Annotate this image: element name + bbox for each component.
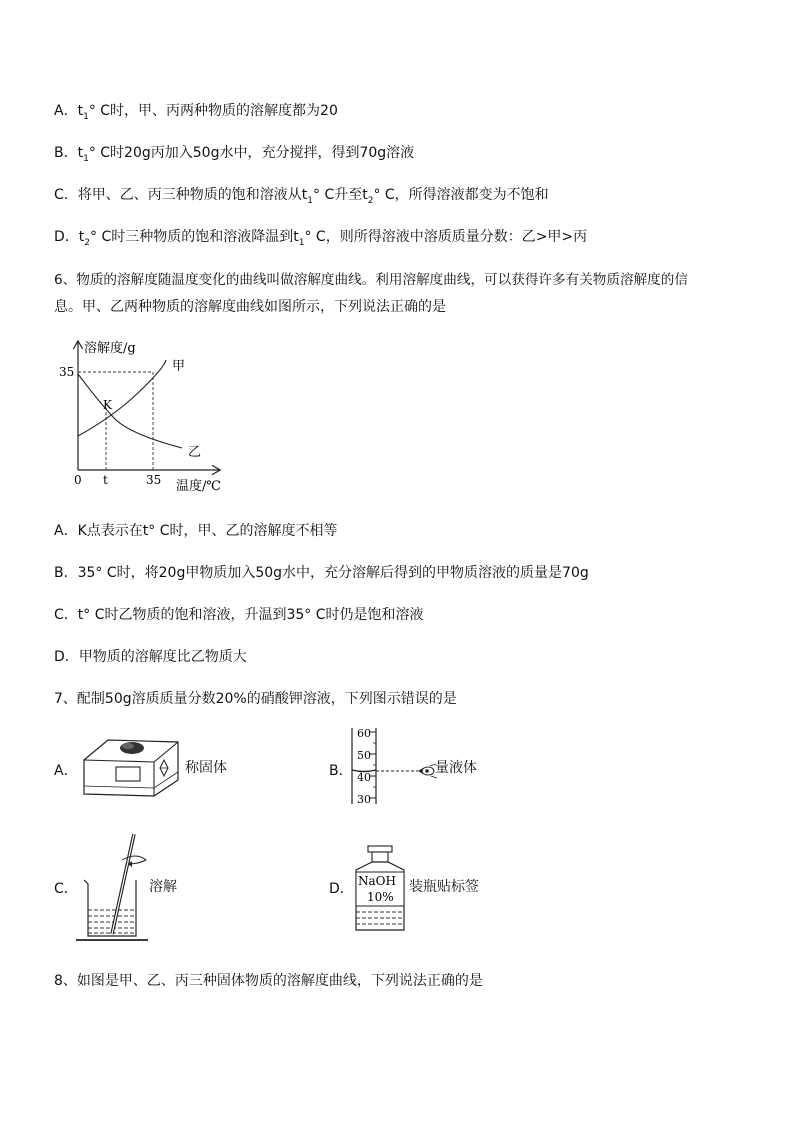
q6-option-c: C．t° C时乙物质的饱和溶液，升温到35° C时仍是饱和溶液	[54, 607, 424, 623]
q5-option-a-text: A．t	[54, 103, 84, 119]
cylinder-tick-60: 60	[357, 727, 371, 740]
q5-option-a-text2: ° C时，甲、丙两种物质的溶解度都为20	[88, 103, 338, 119]
q7-option-c-caption: 溶解	[149, 879, 177, 895]
y-axis-label: 溶解度/g	[84, 341, 136, 356]
q7-stem: 7、配制50g溶质质量分数20%的硝酸钾溶液，下列图示错误的是	[54, 691, 457, 707]
bottle-label-concentration: 10%	[367, 890, 394, 904]
subscript: 1	[307, 195, 313, 206]
q7-option-a-letter: A．	[54, 763, 78, 779]
series-yi-curve	[78, 374, 182, 448]
q5-option-b-text2: ° C时20g丙加入50g水中，充分搅拌，得到70g溶液	[88, 145, 415, 161]
q5-option-c-text3: ° C，所得溶液都变为不饱和	[373, 187, 549, 203]
q5-option-c-text: C．将甲、乙、丙三种物质的饱和溶液从t	[54, 187, 308, 203]
x-axis-label: 温度/℃	[176, 479, 221, 494]
q7-option-d-caption: 装瓶贴标签	[409, 879, 479, 895]
q5-option-c-text2: ° C升至t	[313, 187, 368, 203]
series-jia-label: 甲	[172, 359, 186, 374]
cylinder-tick-30: 30	[357, 793, 371, 806]
x-tick-0: 0	[74, 473, 82, 487]
subscript: 1	[83, 111, 89, 122]
q5-option-d-text: D．t	[54, 229, 85, 245]
q5-option-b-text: B．t	[54, 145, 84, 161]
q6-option-b: B．35° C时，将20g甲物质加入50g水中，充分溶解后得到的甲物质溶液的质量是70g	[54, 565, 589, 581]
subscript: 2	[367, 195, 374, 206]
q5-option-d-text3: ° C，则所得溶液中溶质质量分数：乙>甲>丙	[304, 229, 588, 245]
point-k-label: K	[103, 398, 112, 412]
q5-option-a	[54, 100, 338, 122]
subscript: 1	[83, 153, 89, 164]
x-tick-t: t	[103, 473, 108, 487]
q6-stem-line2: 息。甲、乙两种物质的溶解度曲线如图所示，下列说法正确的是	[54, 299, 446, 315]
q7-option-a-caption: 称固体	[185, 760, 227, 776]
q7-option-d-letter: D．	[329, 881, 354, 897]
cylinder-tick-50: 50	[357, 749, 371, 762]
cylinder-tick-40: 40	[357, 771, 371, 784]
q5-option-b	[54, 142, 414, 164]
beaker-icon	[74, 830, 154, 942]
reagent-bottle-icon	[350, 842, 410, 934]
q5-option-d-text2: ° C时三种物质的饱和溶液降温到t	[90, 229, 299, 245]
q6-stem-line1: 6、物质的溶解度随温度变化的曲线叫做溶解度曲线。利用溶解度曲线，可以获得许多有关物质溶解度的信	[54, 272, 688, 288]
q5-option-d	[54, 226, 587, 248]
q7-option-b-caption: 量液体	[435, 760, 477, 776]
balance-icon	[80, 734, 185, 800]
q5-option-c	[54, 184, 549, 206]
q7-option-b-letter: B．	[329, 763, 353, 779]
subscript: 2	[84, 237, 91, 248]
bottle-label-formula: NaOH	[358, 874, 396, 888]
q7-option-c-letter: C．	[54, 881, 78, 897]
q6-option-a: A．K点表示在t° C时，甲、乙的溶解度不相等	[54, 523, 338, 539]
x-tick-35: 35	[146, 473, 162, 487]
subscript: 1	[298, 237, 305, 248]
q8-stem: 8、如图是甲、乙、丙三种固体物质的溶解度曲线，下列说法正确的是	[54, 973, 483, 989]
y-tick-35: 35	[59, 365, 75, 379]
series-yi-label: 乙	[188, 445, 202, 460]
solubility-chart	[54, 330, 244, 500]
q6-option-d: D．甲物质的溶解度比乙物质大	[54, 649, 247, 665]
